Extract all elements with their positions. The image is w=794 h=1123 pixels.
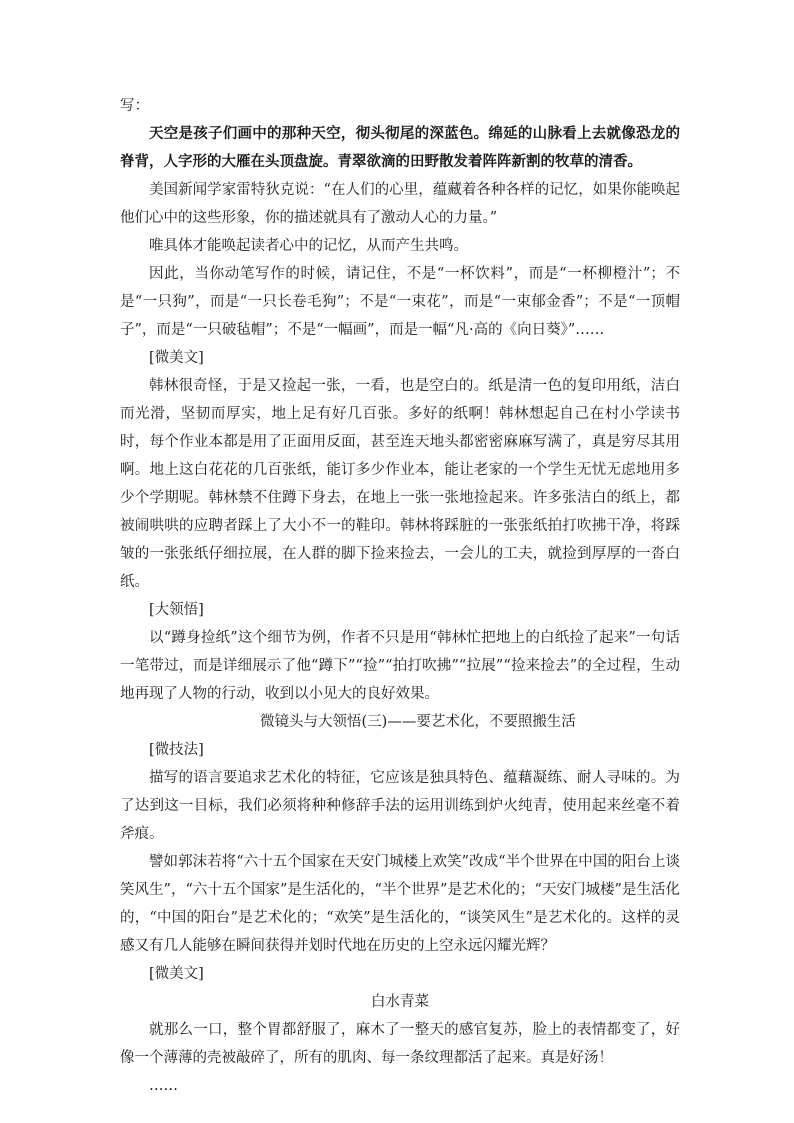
technique-paragraph: 描写的语言要追求艺术化的特征，它应该是独具特色、蕴藉凝练、耐人寻味的。为了达到这一目标，我们必须将种种修辞手法的运用训练到炉火纯青，使用起来丝毫不着斧痕。	[120, 770, 680, 842]
guomoruo-paragraph: 譬如郭沫若将“六十五个国家在天安门城楼上欢笑”改成“半个世界在中国的阳台上谈笑风生”，“六十五个国家”是生活化的，“半个世界”是艺术化的；“天安门城楼”是生活化的，“中国的阳台”是艺术化的；“欢笑”是生活化的，“谈笑风生”是艺术化的。这样的灵感又有几人能够在瞬间获得并划时代地在历史的上空永远闪耀光辉？	[120, 854, 680, 954]
document-body	[120, 92, 680, 1100]
resonance-paragraph: 唯具体才能唤起读者心中的记忆，从而产生共鸣。	[149, 238, 468, 254]
section-tag-dalingwu: [大领悟]	[149, 602, 204, 618]
section-title-3: 微镜头与大领悟(三)——要艺术化，不要照搬生活	[260, 714, 576, 730]
specificity-paragraph: 因此，当你动笔写作的时候，请记住，不是“一杯饮料”，而是“一杯柳橙汁”；不是“一只狗”，而是“一只长卷毛狗”；不是“一束花”，而是“一束郁金香”；不是“一顶帽子”，而是“一只破毡帽”；不是“一幅画”，而是一幅“凡·高的《向日葵》”……	[120, 266, 680, 338]
quote-paragraph: 美国新闻学家雷特狄克说：“在人们的心里，蕴藏着各种各样的记忆，如果你能唤起他们心中的这些形象，你的描述就具有了激动人心的力量。”	[120, 182, 680, 226]
section-tag-weimeiwen-1: [微美文]	[149, 350, 204, 366]
intro-fragment: 写：	[120, 98, 149, 114]
hanlin-paragraph: 韩林很奇怪，于是又捡起一张，一看，也是空白的。纸是清一色的复印用纸，洁白而光滑，坚韧而厚实，地上足有好几百张。多好的纸啊！韩林想起自己在村小学读书时，每个作业本都是用了正面用反面，甚至连天地头都密密麻麻写满了，真是穷尽其用啊。地上这白花花的几百张纸，能订多少作业本，能让老家的一个学生无忧无虑地用多少个学期呢。韩林禁不住蹲下身去，在地上一张一张地捡起来。许多张洁白的纸上，都被闹哄哄的应聘者踩上了大小不一的鞋印。韩林将踩脏的一张张纸拍打吹拂干净，将踩皱的一张张纸仔细拉展，在人群的脚下捡来捡去，一会儿的工夫，就捡到厚厚的一沓白纸。	[120, 378, 680, 590]
essay-title: 白水青菜	[371, 994, 429, 1010]
analysis-paragraph: 以“蹲身捡纸”这个细节为例，作者不只是用“韩林忙把地上的白纸捡了起来”一句话一笔带过，而是详细展示了他“蹲下”“捡”“拍打吹拂”“拉展”“捡来捡去”的全过程，生动地再现了人物的行动，收到以小见大的良好效果。	[120, 630, 680, 702]
soup-paragraph: 就那么一口，整个胃都舒服了，麻木了一整天的感官复苏，脸上的表情都变了，好像一个薄薄的壳被敲碎了，所有的肌肉、每一条纹理都活了起来。真是好汤！	[120, 1022, 680, 1066]
example-paragraph-sky: 天空是孩子们画中的那种天空，彻头彻尾的深蓝色。绵延的山脉看上去就像恐龙的脊背，人字形的大雁在头顶盘旋。青翠欲滴的田野散发着阵阵新割的牧草的清香。	[120, 125, 680, 170]
section-tag-weimeiwen-2: [微美文]	[149, 966, 204, 982]
section-tag-weijifa: [微技法]	[149, 742, 204, 758]
ellipsis: ……	[149, 1078, 178, 1094]
